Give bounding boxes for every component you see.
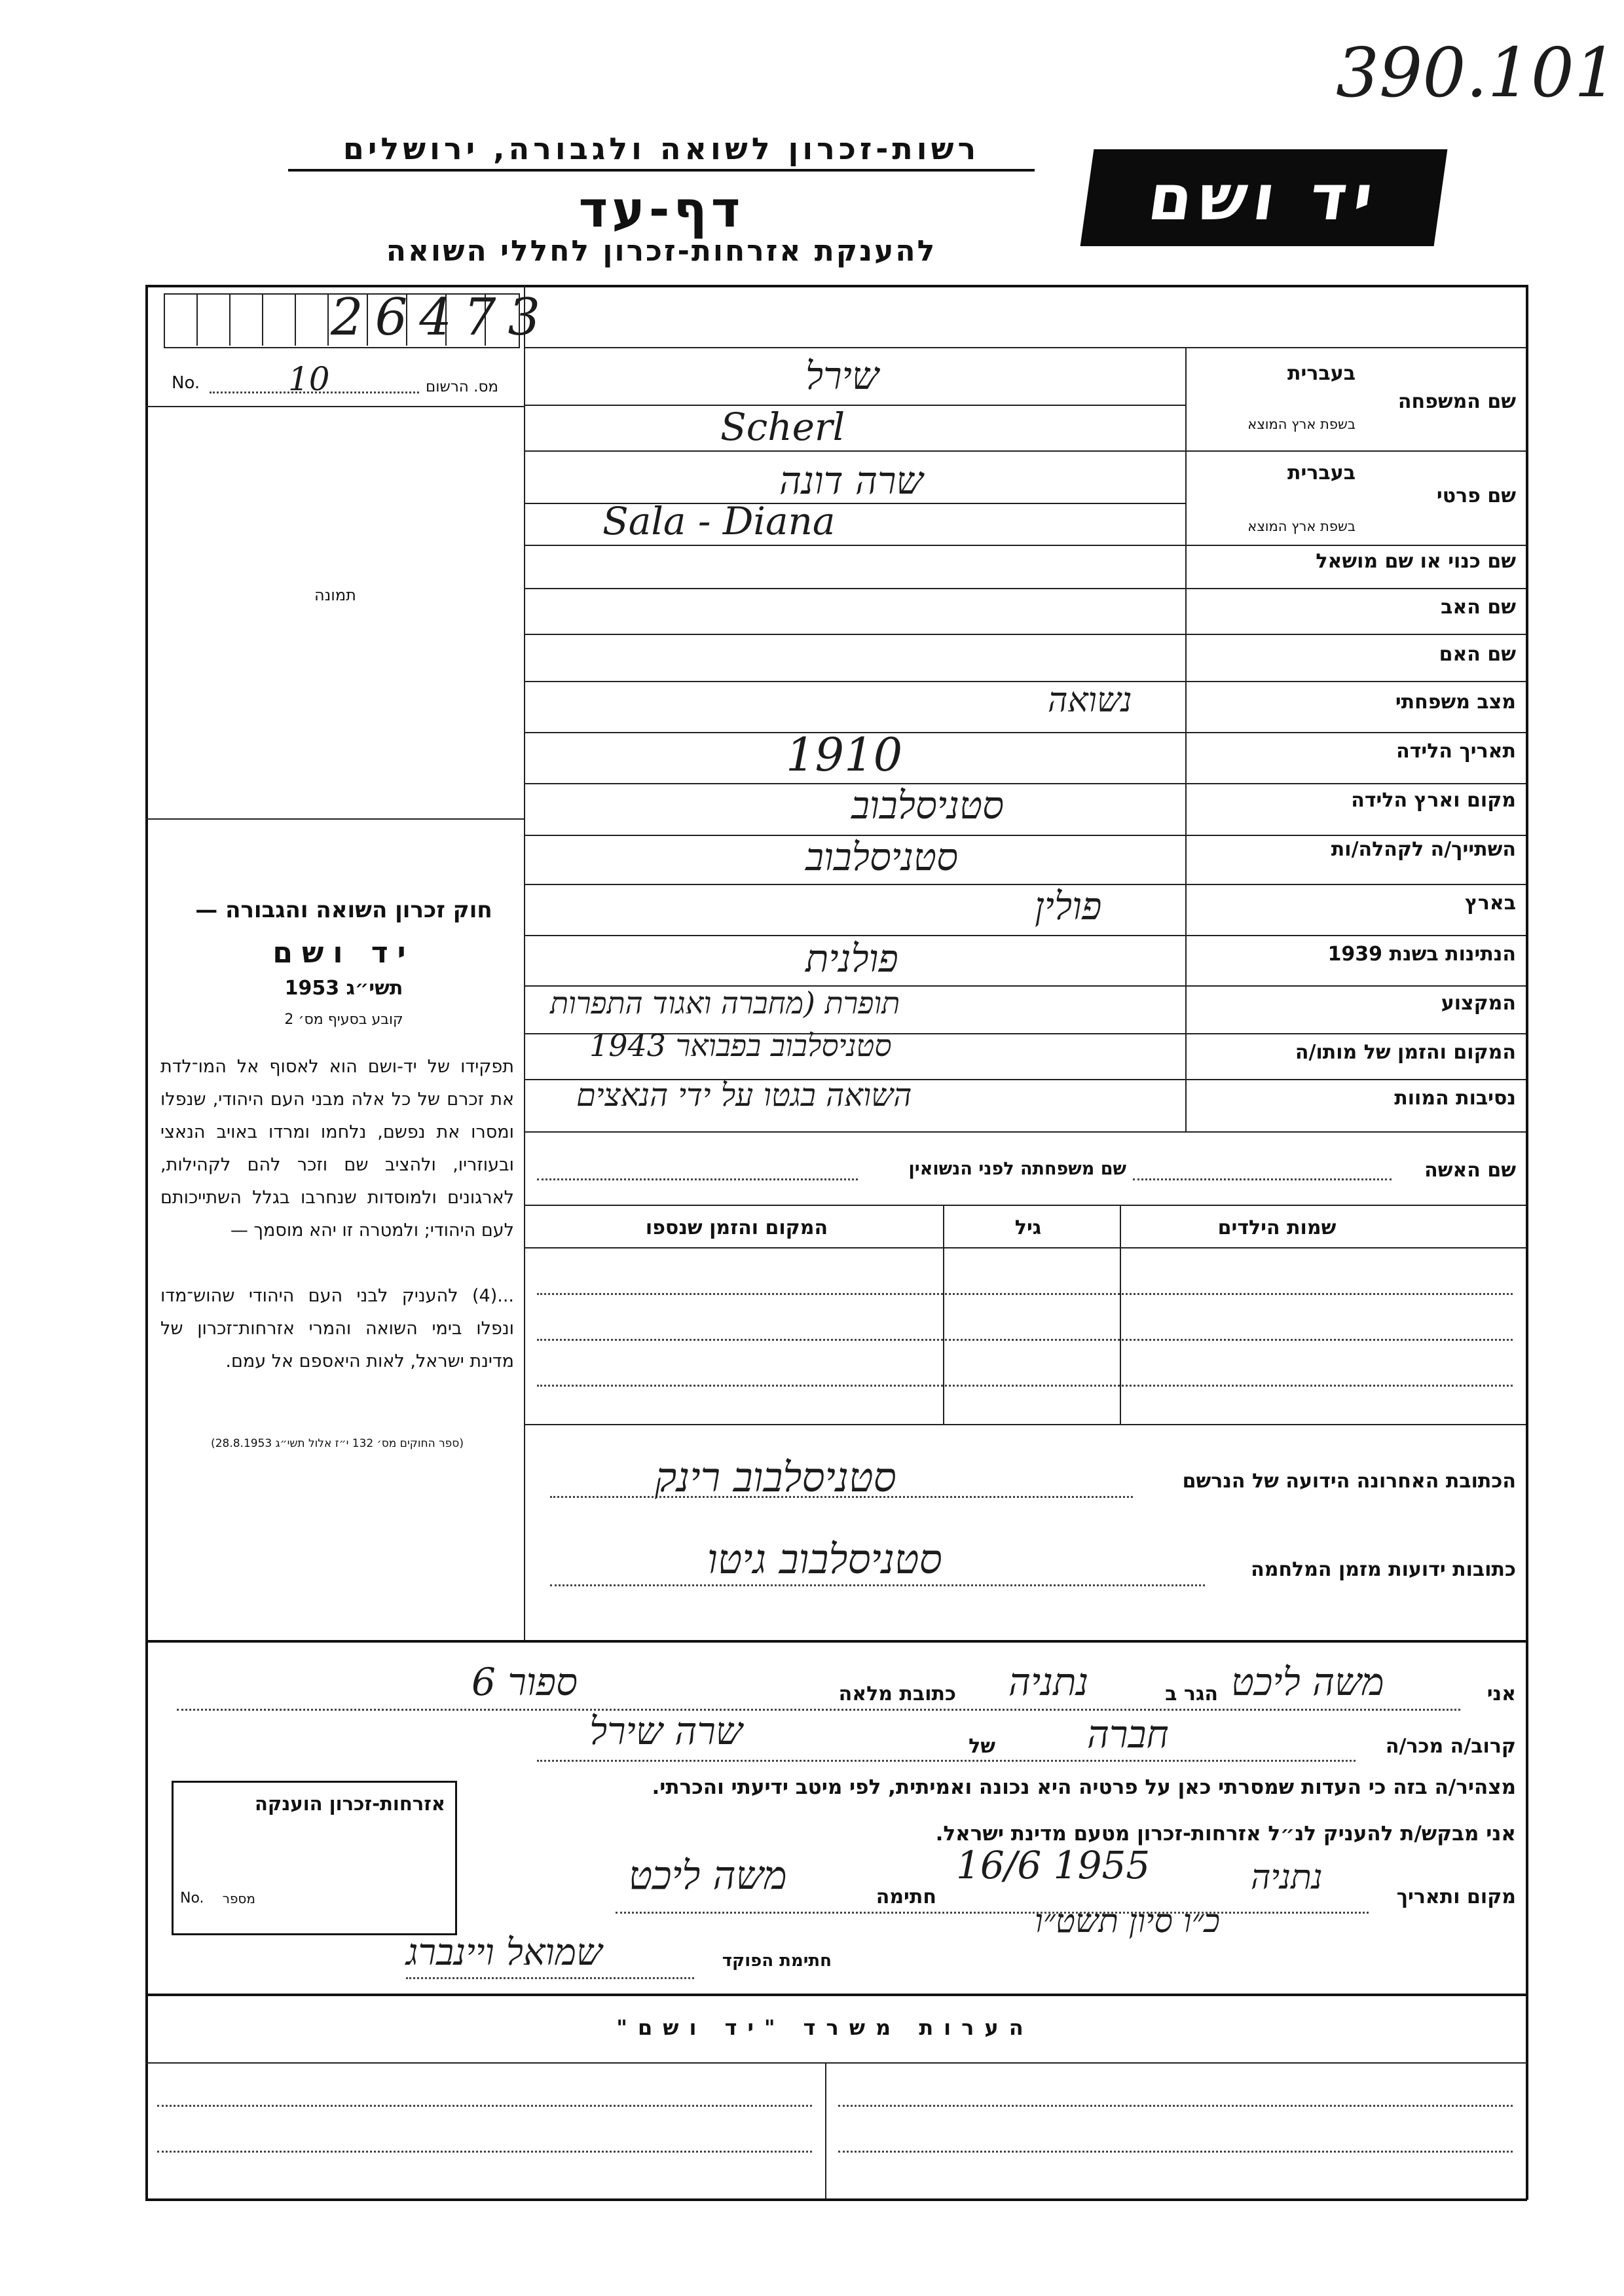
death-place-value: סטניסלבוב בפבואר 1943 <box>589 1028 892 1063</box>
remarks-dots <box>838 2105 1513 2107</box>
last-address-value: סטניסלבוב רינק <box>655 1453 896 1501</box>
row-line <box>524 347 1526 348</box>
frame-right <box>1526 285 1528 2200</box>
no-label: No. <box>172 373 200 393</box>
war-address-dots <box>550 1584 1205 1586</box>
remarks-line <box>145 2062 1527 2064</box>
death-circumstances-label: נסיבות המוות <box>1394 1087 1516 1110</box>
of-label: של <box>969 1735 995 1758</box>
citizenship-label: הנתינות בשנת 1939 <box>1327 943 1516 966</box>
row-line <box>524 1131 1526 1133</box>
reg-box-div <box>295 293 296 346</box>
reg-box-div <box>229 293 231 346</box>
statement-1: מצהיר/ה בזה כי העדות שמסרתי כאן על פרטיה היא נכונה ואמיתית, לפי מיטב ידיעתי והכרתי. <box>652 1776 1516 1799</box>
remarks-col-div <box>825 2062 826 2198</box>
father-label: שם האב <box>1441 596 1516 619</box>
row-line <box>524 1205 1526 1206</box>
section-divider <box>145 1994 1527 1996</box>
frame-bottom <box>145 2198 1527 2201</box>
remarks-dots <box>157 2151 812 2153</box>
box-no-label: No. <box>180 1890 204 1906</box>
relative-dots <box>537 1760 1356 1762</box>
profession-label: המקצוע <box>1441 992 1516 1015</box>
row-line <box>524 783 1526 784</box>
row-line <box>524 634 1526 635</box>
remarks-dots <box>838 2151 1513 2153</box>
frame-top <box>145 285 1527 287</box>
reg-label: מס. הרשום <box>426 378 499 395</box>
authority-line: רשות-זכרון לשואה ולגבורה, ירושלים <box>288 131 1035 172</box>
children-col-div <box>943 1205 944 1424</box>
profession-value: תופרת (מחברה ואגוד התפרות <box>550 985 900 1021</box>
reg-row-line <box>145 406 525 407</box>
full-address-value: ספור 6 <box>471 1660 578 1704</box>
death-place-label: המקום והזמן של מותו/ה <box>1295 1041 1516 1064</box>
surname-origin-sublabel: בשפת ארץ המוצא <box>1247 416 1356 432</box>
signature-label: חתימה <box>876 1886 936 1908</box>
war-address-value: סטניסלבוב גיטו <box>707 1535 942 1583</box>
row-line <box>524 588 1526 589</box>
marital-status-label: מצב משפחתי <box>1395 691 1516 714</box>
declaration-i-label: אני <box>1486 1683 1516 1705</box>
declarant-name: משה ליכט <box>1231 1660 1384 1704</box>
last-address-label: הכתובת האחרונה הידועה של הנרשם <box>1182 1470 1516 1493</box>
law-heading: חוק זכרון השואה והגבורה — <box>195 897 492 923</box>
archive-number: 390.101 <box>1336 33 1618 113</box>
firstname-label: שם פרטי <box>1436 484 1516 507</box>
relative-label: קרוב/ה מכר/ה <box>1385 1735 1516 1758</box>
mother-label: שם האם <box>1439 643 1516 666</box>
firstname-origin-sublabel: בשפת ארץ המוצא <box>1247 519 1356 534</box>
law-paragraph-1: תפקידו של יד-ושם הוא לאסוף אל המו־לדת את זכרם של כל אלה מבני העם היהודי, שנפלו ומסרו את נפשם, נלחמו ומרדו באויב הנאצי ובעוזריו, ולהציב שם וזכר להם לקהילות, לארגונים ולמוסדות שנחרבו בגלל השתייכותם לעם היהודי; ולמטרה זו יהא מוסמך — <box>160 1057 514 1241</box>
children-row-dots <box>537 1385 1513 1387</box>
surname-origin-value: Scherl <box>720 405 845 449</box>
country-value: פולין <box>1035 884 1102 928</box>
surname-label: שם המשפחה <box>1397 390 1516 413</box>
citizenship-value: פולנית <box>805 936 898 981</box>
marital-status-value: נשואה <box>1048 681 1132 720</box>
officer-label: חתימת הפוקד <box>722 1951 832 1971</box>
nickname-label: שם כנוי או שם מושאל <box>1316 550 1516 573</box>
registration-number: 26473 <box>331 288 553 347</box>
firstname-hebrew-value: שרה דונה <box>779 458 923 503</box>
firstname-origin-value: Sala - Diana <box>602 499 836 543</box>
officer-dots <box>406 1977 694 1979</box>
row-line <box>524 835 1526 836</box>
left-column-divider <box>524 285 525 1640</box>
maiden-name-label: שם משפחתה לפני הנשואין <box>908 1159 1126 1179</box>
row-line <box>524 732 1526 733</box>
wife-dots <box>1133 1178 1392 1180</box>
law-year: תשי״ג 1953 <box>284 977 403 1000</box>
children-col-div <box>1120 1205 1121 1424</box>
law-name: יד ושם <box>272 936 415 970</box>
birth-date-label: תאריך הלידה <box>1396 740 1516 763</box>
place-date-label: מקום ותאריך <box>1396 1886 1516 1908</box>
law-clause: קובע בסעיף מס׳ 2 <box>284 1011 403 1028</box>
signature-value: משה ליכט <box>629 1853 787 1899</box>
birth-date-value: 1910 <box>786 728 903 782</box>
frame-left <box>145 285 148 2200</box>
maiden-dots <box>537 1178 858 1180</box>
law-reference: (ספר החוקים מס׳ 132 י״ז אלול תשי״ג 28.8.1953) <box>211 1437 464 1450</box>
country-label: בארץ <box>1464 892 1516 915</box>
date-value: 16/6 1955 <box>956 1843 1151 1887</box>
war-addresses-label: כתובות ידועות מזמן המלחמה <box>1251 1558 1516 1581</box>
row-line <box>524 545 1526 546</box>
form-title: דף-עד <box>578 180 745 238</box>
declaration-dots <box>177 1709 1460 1711</box>
form-subtitle: להענקת אזרחות-זכרון לחללי השואה <box>386 234 937 268</box>
row-line <box>524 681 1526 682</box>
box-number-label: מספר <box>222 1891 255 1906</box>
children-names-header: שמות הילדים <box>1217 1216 1337 1239</box>
children-header-line <box>524 1247 1526 1248</box>
death-circumstances-value: השואה בגטו על ידי הנאצים <box>576 1077 912 1114</box>
birth-place-label: מקום וארץ הלידה <box>1351 789 1516 812</box>
community-value: סטניסלבוב <box>805 835 958 879</box>
birth-place-value: סטניסלבוב <box>851 783 1004 828</box>
relation-value: חברה <box>1087 1712 1169 1757</box>
place-date-dots <box>616 1912 1369 1914</box>
surname-hebrew-value: שירל <box>805 354 879 398</box>
yad-vashem-logo: יד ושם <box>1080 149 1448 246</box>
photo-label: תמונה <box>314 586 356 604</box>
resides-label: הגר ב <box>1165 1683 1218 1705</box>
place-time-died-header: המקום והזמן שנספו <box>645 1216 828 1239</box>
row-line <box>524 884 1526 885</box>
reg-box-div <box>262 293 263 346</box>
community-label: השתייך/ה לקהלה/ות <box>1331 838 1516 861</box>
row-line <box>524 1424 1526 1425</box>
children-row-dots <box>537 1339 1513 1341</box>
officer-signature: שמואל ויינברג <box>406 1931 602 1974</box>
citizenship-box-title: אזרחות-זכרון הוענקה <box>254 1793 445 1815</box>
reg-box-div <box>196 293 198 346</box>
age-header: גיל <box>1014 1216 1042 1239</box>
relation-of-value: שרה שירל <box>589 1709 743 1753</box>
row-line <box>524 450 1526 452</box>
statement-2: אני מבקש/ת להעניק לנ״ל אזרחות-זכרון מטעם מדינת ישראל. <box>935 1822 1516 1846</box>
label-column-divider <box>1185 347 1187 1133</box>
remarks-title: הערות משרד "יד ושם" <box>616 2015 1034 2040</box>
reg-value: 10 <box>288 360 330 398</box>
wife-label: שם האשה <box>1424 1159 1516 1182</box>
children-row-dots <box>537 1293 1513 1295</box>
resides-city: נתניה <box>1008 1660 1089 1704</box>
firstname-hebrew-sublabel: בעברית <box>1287 462 1356 484</box>
surname-hebrew-sublabel: בעברית <box>1287 362 1356 385</box>
photo-bottom-line <box>145 818 525 820</box>
remarks-dots <box>157 2105 812 2107</box>
section-divider <box>145 1640 1527 1643</box>
row-line <box>524 935 1526 936</box>
hebrew-date-value: כ״ו סיון תשט״ו <box>1035 1902 1220 1940</box>
reg-box-div <box>327 293 329 346</box>
full-address-label: כתובת מלאה <box>838 1683 956 1705</box>
law-paragraph-2: ...(4) להעניק לבני העם היהודי שהוש־מדו ונפלו בימי השואה והמרי אזרחות־זכרון של מדינת ישראל, לאות היאספם אל עמם. <box>160 1286 514 1372</box>
place-value: נתניה <box>1251 1858 1323 1897</box>
row-line-mid <box>524 405 1185 406</box>
